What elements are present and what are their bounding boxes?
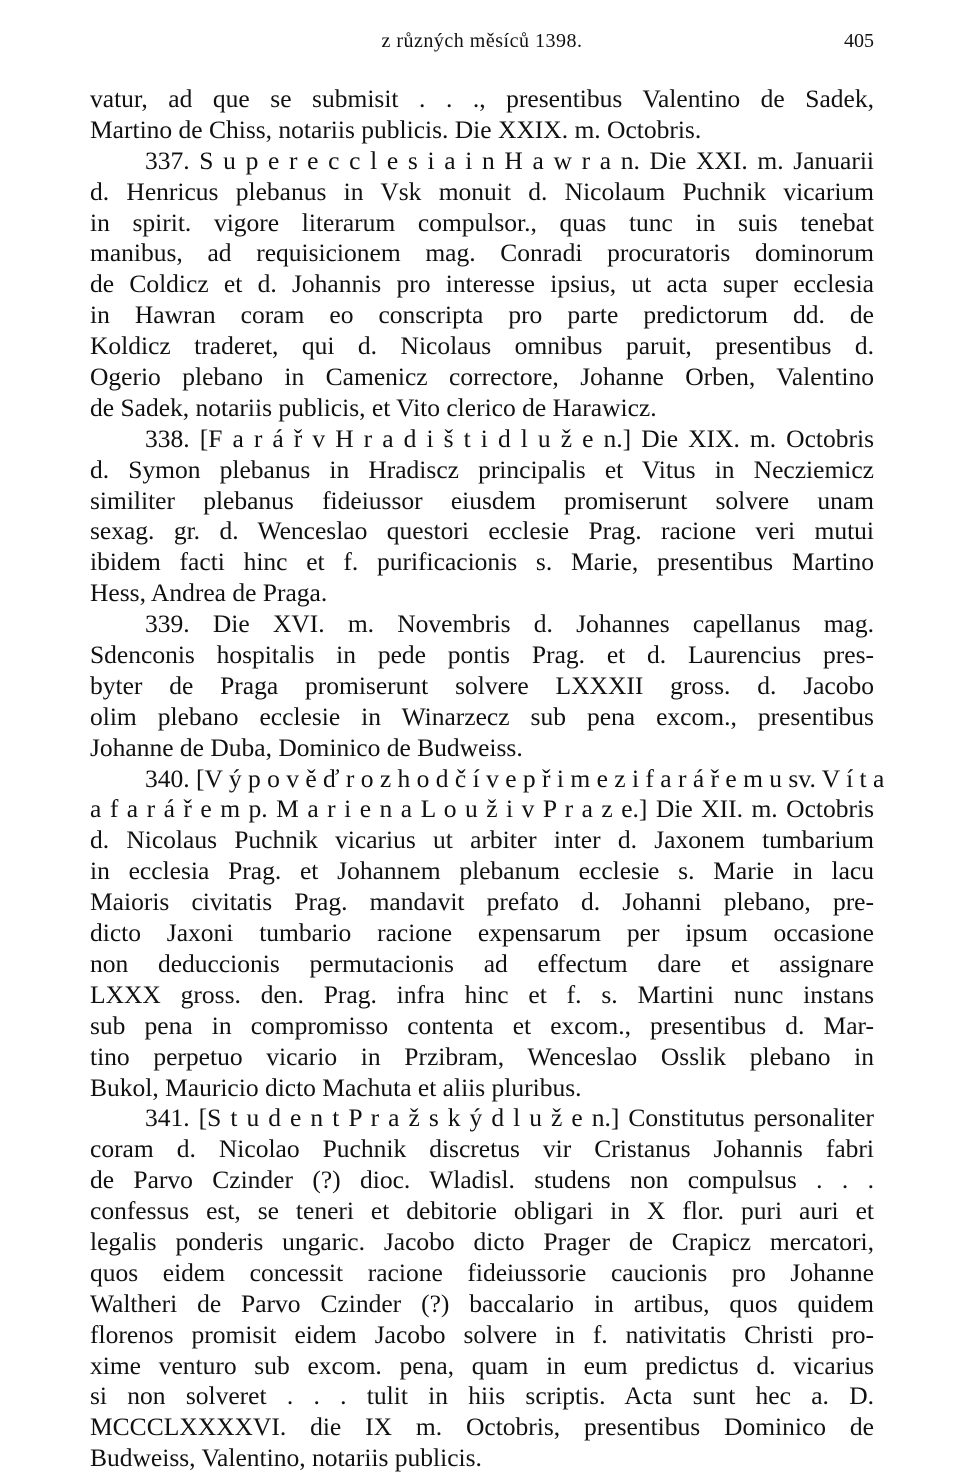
text-line: sub pena in compromisso contenta et excom., presentibus d. Mar- [90, 1010, 874, 1040]
body-text [90, 84, 885, 1474]
text-line: MCCCLXXXXVI. die IX m. Octobris, presentibus Dominico de [90, 1412, 874, 1442]
text-line: 341. [S t u d e n t P r a ž s k ý d l u ž e n.] Constitutus personaliter [145, 1103, 874, 1133]
text-line: confessus est, se teneri et debitorie obligari in X flor. puri auri et [90, 1196, 874, 1226]
text-line: Budweiss, Valentino, notariis publicis. [90, 1443, 482, 1473]
text-line: legalis ponderis ungaric. Jacobo dicto Prager de Crapicz mercatori, [90, 1226, 874, 1256]
page-header [90, 26, 874, 62]
text-line: Johanne de Duba, Dominico de Budweiss. [90, 732, 523, 762]
text-line: de Coldicz et d. Johannis pro interesse ipsius, ut acta super ecclesia [90, 269, 874, 299]
running-head: z různých měsíců 1398. [381, 30, 583, 52]
text-line: Waltheri de Parvo Czinder (?) baccalario in artibus, quos quidem [90, 1288, 874, 1318]
text-line: olim plebano ecclesie in Winarzecz sub pena excom., presentibus [90, 701, 874, 731]
text-line: vatur, ad que se submisit . . ., presentibus Valentino de Sadek, [90, 84, 874, 113]
text-line: LXXX gross. den. Prag. infra hinc et f. s. Martini nunc instans [90, 979, 874, 1009]
text-line: 340. [V ý p o v ě ď r o z h o d č í v e p ř i m e z i f a r á ř e m u sv. V í t a [145, 763, 885, 793]
text-line: Martino de Chiss, notariis publicis. Die XXIX. m. Octobris. [90, 114, 702, 144]
text-line: Bukol, Mauricio dicto Machuta et aliis pluribus. [90, 1072, 582, 1102]
text-line: quos eidem concessit racione fideiussorie caucionis pro Johanne [90, 1257, 874, 1287]
text-line: d. Henricus plebanus in Vsk monuit d. Nicolaum Puchnik vicarium [90, 176, 874, 206]
text-line: tino perpetuo vicario in Przibram, Wenceslao Osslik plebano in [90, 1041, 874, 1071]
text-line: Hess, Andrea de Praga. [90, 578, 328, 608]
text-line: 337. S u p e r e c c l e s i a i n H a w r a n. Die XXI. m. Januarii [145, 145, 874, 175]
text-line: de Sadek, notariis publicis, et Vito clerico de Harawicz. [90, 392, 657, 422]
text-line: de Parvo Czinder (?) dioc. Wladisl. studens non compulsus . . . [90, 1165, 874, 1195]
text-line: sexag. gr. d. Wenceslao questori ecclesie Prag. racione veri mutui [90, 516, 874, 546]
text-line: 339. Die XVI. m. Novembris d. Johannes capellanus mag. [145, 609, 874, 639]
text-line: 338. [F a r á ř v H r a d i š t i d l u ž e n.] Die XIX. m. Octobris [145, 423, 874, 453]
text-line: si non solveret . . . tulit in hiis scriptis. Acta sunt hec a. D. [90, 1381, 874, 1411]
text-line: Ogerio plebano in Camenicz correctore, Johanne Orben, Valentino [90, 362, 874, 392]
text-line: d. Nicolaus Puchnik vicarius ut arbiter inter d. Jaxonem tumbarium [90, 825, 874, 855]
text-line: d. Symon plebanus in Hradiscz principalis et Vitus in Necziemicz [90, 454, 874, 484]
page-number: 405 [844, 30, 874, 52]
text-line: ibidem facti hinc et f. purificacionis s. Marie, presentibus Martino [90, 547, 874, 577]
text-line: in spirit. vigore literarum compulsor., quas tunc in suis tenebat [90, 207, 874, 237]
text-line: xime venturo sub excom. pena, quam in eum predictus d. vicarius [90, 1350, 874, 1380]
text-line: a f a r á ř e m p. M a r i e n a L o u ž i v P r a z e.] Die XII. m. Octobris [90, 794, 874, 824]
text-line: similiter plebanus fideiussor eiusdem promiserunt solvere unam [90, 485, 874, 515]
text-line: non deduccionis permutacionis ad effectum dare et assignare [90, 948, 874, 978]
text-line: manibus, ad requisicionem mag. Conradi procuratoris dominorum [90, 238, 874, 268]
text-line: in Hawran coram eo conscripta pro parte predictorum dd. de [90, 300, 874, 330]
text-line: Maioris civitatis Prag. mandavit prefato d. Johanni plebano, pre- [90, 887, 874, 917]
text-line: florenos promisit eidem Jacobo solvere in f. nativitatis Christi pro- [90, 1319, 874, 1349]
text-line: coram d. Nicolao Puchnik discretus vir Cristanus Johannis fabri [90, 1134, 874, 1164]
text-line: byter de Praga promiserunt solvere LXXXII gross. d. Jacobo [90, 670, 874, 700]
text-line: in ecclesia Prag. et Johannem plebanum ecclesie s. Marie in lacu [90, 856, 874, 886]
text-line: Koldicz traderet, qui d. Nicolaus omnibus paruit, presentibus d. [90, 331, 874, 361]
text-line: dicto Jaxoni tumbario racione expensarum per ipsum occasione [90, 918, 874, 948]
text-line: Sdenconis hospitalis in pede pontis Prag. et d. Laurencius pres- [90, 640, 874, 670]
